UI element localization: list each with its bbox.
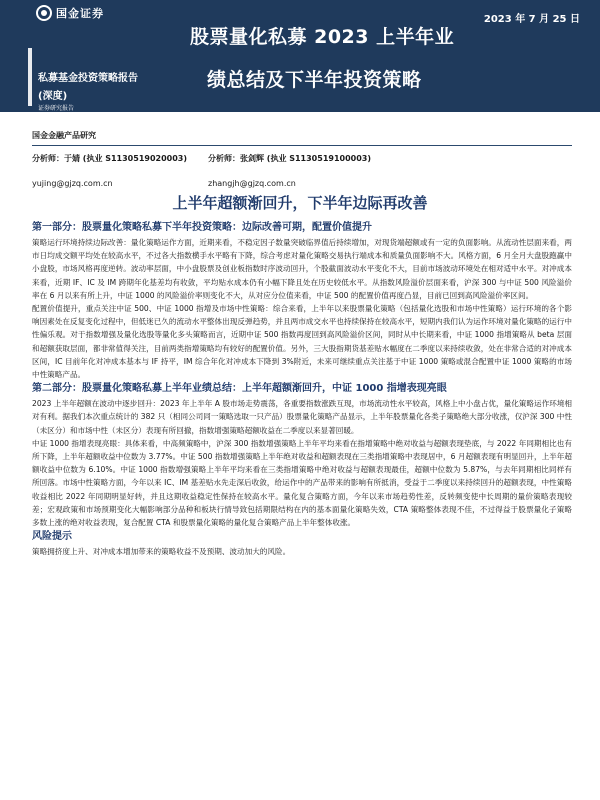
analyst-item <box>32 152 208 190</box>
report-body <box>32 220 572 558</box>
author-block <box>32 130 572 190</box>
report-title-line2: 绩总结及下半年投资策略 <box>207 69 422 91</box>
paragraph: 2023 上半年超额在波动中逐步回升：2023 年上半年 A 股市场走势震荡，各重要指数涨跌互现，市场流动性水平较高，风格上中小盘占优，量化策略运作环境相对有利。据我们本次重点统计的 382 只（相同公司同一策略选取一只产品）股票量化策略产品显示，上半年股票量化各类子策略绝大部分收涨，仅沪深 300 中性（未区分）和市场中性（未区分）表现有所回撤，指数增强策略超额收益在二季度以来显著回暖。 <box>32 399 572 435</box>
logo-text: 国金证券 <box>56 7 104 20</box>
report-title-line1: 股票量化私募 2023 上半年业 <box>190 26 455 48</box>
analyst-list <box>32 152 572 190</box>
section-title-part1: 第一部分：股票量化策略私募下半年投资策略：边际改善可期，配置价值提升 <box>32 222 372 233</box>
report-category-tag: 证券研究报告 <box>38 105 75 112</box>
research-org: 国金金融产品研究 <box>32 131 96 140</box>
analyst-name: 分析师：于婧 (执业 S1130519020003) <box>32 154 188 163</box>
report-banner <box>0 0 600 112</box>
risk-warning-text: 策略拥挤度上升、对冲成本增加带来的策略收益不及预期、波动加大的风险。 <box>32 547 291 557</box>
paragraph: 配置价值提升，重点关注中证 500、中证 1000 指增及市场中性策略：综合来看，上半年以来股票量化策略（包括量化选股和市场中性策略）运行环境的各个影响因素处在反复变化过程中，但低迷已久的流动水平整体出现反弹趋势，并且两市成交水平也持续保持在较高水平，短期内我们认为运作环境对量化策略的运行中性偏乐观。对于指数增强及量化选股等量化多头策略而言，近期中证 500 指数再度回到高风险溢价区间，同时从中长期来看，中证 1000 指增策略从 beta 层面和超额获取层面，都非常值得关注，目前两类指增策略均有较好的配置价值。另外，三大股指期货基差贴水幅度在二季度以来持续收敛，处在非常合适的对冲成本区间，IC 目前年化对冲成本基本与 IF 持平，IM 综合年化对冲成本下降到 3%附近，未来可继续重点关注基于中证 1000 策略或混合配置中证 1000 策略的市场中性策略产品。 <box>32 304 572 380</box>
logo-emblem-icon <box>36 5 52 21</box>
paragraph: 策略运行环境持续边际改善：量化策略运作方面，近期来看，不稳定因子数量突破临界值后持续增加，对现货端超额或有一定的负面影响。从流动性层面来看，两市日均成交额平均处在较高水平，不过各大指数横手水平略有下降，综合考虑对量化策略交易执行端成本和质量负面影响不大。风格方面，6 月全月大盘股跑赢中小盘股，市场风格再度逆转。波动率层面，中小盘股票及创业板指数时序波动回升，个股截面波动水平变化不大，目前市场波动环境处在相对适中水平。对冲成本来看，近期 IF、IC 及 IM 跨期年化基差均有收敛，平均贴水成本仍有小幅下降且处在历史较低水平。从指数风险溢价层面来看，沪深 300 与中证 500 风险溢价率在 6 月以来有所上升，中证 1000 的风险溢价率则变化不大，从对应分位值来看，中证 500 的配置价值再度凸显，目前已回到高风险溢价率区间。 <box>32 238 572 300</box>
analyst-email[interactable]: yujing@gjzq.com.cn <box>32 179 113 188</box>
analyst-item <box>208 152 384 190</box>
company-logo <box>36 4 104 22</box>
summary-headline: 上半年超额渐回升，下半年边际再改善 <box>172 194 428 212</box>
divider <box>32 145 572 146</box>
banner-accent-stripe <box>28 48 32 106</box>
analyst-email[interactable]: zhangjh@gjzq.com.cn <box>208 179 296 188</box>
report-type: 私募基金投资策略报告 <box>38 73 138 84</box>
paragraph: 中证 1000 指增表现亮眼：具体来看，中高频策略中，沪深 300 指数增强策略上半年平均来看在指增策略中绝对收益与超额表现垫底，与 2022 年同期相比也有所下降，上半年超额收益中位数为 3.77%。中证 500 指数增强策略上半年绝对收益和超额表现在三类指增策略中表现居中，6 月超额表现有明显回升，上半年超额收益中位数为 6.10%。中证 1000 指数增强策略上半年平均来看在三类指增策略中绝对收益与超额表现最佳，超额中位数为 5.87%，与去年同期相比同样有所回落。市场中性策略方面，今年以来 IC、IM 基差贴水先走深后收敛，给运作中的产品带来的影响有所抵消，受益于二季度以来持续回升的超额表现，中性策略收益相比 2022 年同期明显好转，并且这期收益稳定性保持在较高水平。量化复合策略方面，今年以来市场趋势性差，反转频变使中长周期的量价策略表现较差；宏观政策和市场预期变化大幅影响部分品种和板块行情导致包括期限结构在内的基本面量化策略失效，CTA 策略整体表现不佳，不过得益于股票量化子策略多数上涨的绝对收益表现，复合配置 CTA 和股票量化策略的量化复合策略产品上半年整体收涨。 <box>32 438 572 528</box>
analyst-name: 分析师：张剑辉 (执业 S1130519100003) <box>208 154 372 163</box>
report-date: 2023 年 7 月 25 日 <box>483 14 580 25</box>
section-title-risk: 风险提示 <box>32 531 72 543</box>
section-title-part2: 第二部分：股票量化策略私募上半年业绩总结：上半年超额渐回升，中证 1000 指增表现亮眼 <box>32 383 447 395</box>
report-type-qualifier: (深度) <box>38 91 68 102</box>
